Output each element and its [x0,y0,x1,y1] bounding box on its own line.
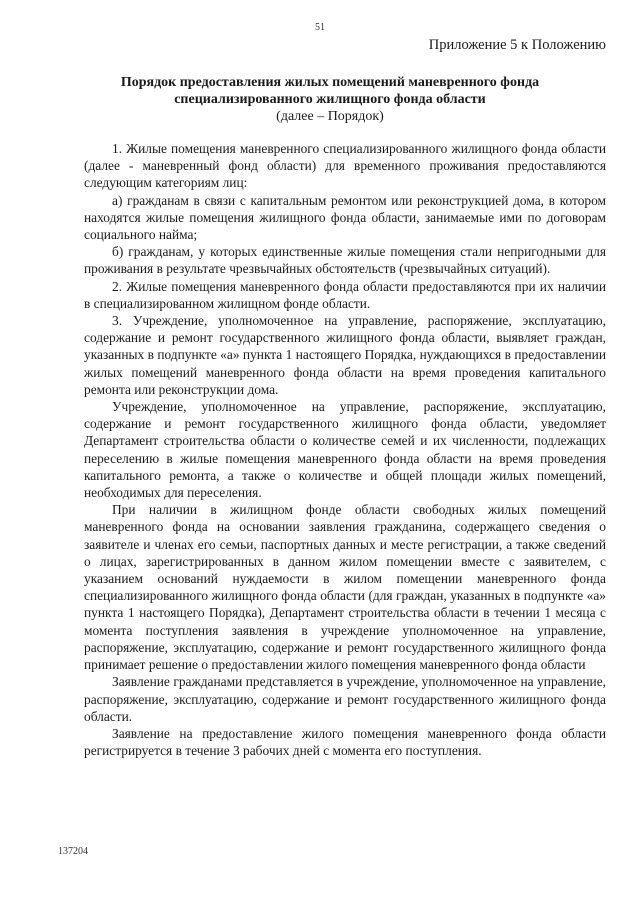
document-title [60,74,600,125]
paragraph-1b: б) гражданам, у которых единственные жилые помещения стали непригодными для проживания в результате чрезвычайных обстоятельств (чрезвычайных ситуаций). [84,244,606,277]
paragraph-3: 3. Учреждение, уполномоченное на управление, распоряжение, эксплуатацию, содержание и ремонт государственного жилищного фонда области, выявляет граждан, указанных в подпункте «а» пункта 1 настоящего Порядка, нуждающихся в предоставлении жилых помещений маневренного фонда области на время проведения капитального ремонта или реконструкции дома. [84,313,606,397]
footer-code: 137204 [58,846,88,857]
paragraph-1: 1. Жилые помещения маневренного специализированного жилищного фонда области (далее - маневренный фонд области) для временного проживания предоставляются следующим категориям лиц: [84,141,606,191]
paragraph-3-decision: При наличии в жилищном фонде области свободных жилых помещений маневренного фонда на основании заявления гражданина, содержащего сведения о заявителе и членах его семьи, паспортных данных и месте регистрации, а также сведений о лицах, зарегистрированных в данном жилом помещении вместе с заявителем, с указанием оснований нуждаемости в жилом помещении маневренного фонда специализированного жилищного фонда области (для граждан, указанных в подпункте «а» пункта 1 настоящего Порядка), Департамент строительства области в течении 1 месяца с момента поступления заявления в учреждение уполномоченное на управление, распоряжение, эксплуатацию, содержание и ремонт государственного жилищного фонда принимает решение о предоставлении жилого помещения маневренного фонда области [84,502,606,673]
annex-label: Приложение 5 к Положению [428,37,606,53]
document-body [84,140,606,759]
paragraph-3-notify: Учреждение, уполномоченное на управление, распоряжение, эксплуатацию, содержание и ремонт государственного жилищного фонда области, уведомляет Департамент строительства области о количестве семей и их численности, подлежащих переселению в жилые помещения маневренного фонда области на время проведения капитального ремонта, а также о количестве и общей площади жилых помещений, необходимых для переселения. [84,399,606,501]
paragraph-1a: а) гражданам в связи с капитальным ремонтом или реконструкцией дома, в котором находятся жилые помещения жилищного фонда области, занимаемые ими по договорам социального найма; [84,192,606,243]
paragraph-3-application: Заявление гражданами представляется в учреждение, уполномоченное на управление, распоряжение, эксплуатацию, содержание и ремонт государственного жилищного фонда области. [84,674,606,724]
paragraph-3-registration: Заявление на предоставление жилого помещения маневренного фонда области регистрируется в течение 3 рабочих дней с момента его поступления. [84,725,606,759]
page-number: 51 [315,22,325,33]
paragraph-2: 2. Жилые помещения маневренного фонда области предоставляются при их наличии в специализированном жилищном фонде области. [84,278,606,311]
title-line-1: Порядок предоставления жилых помещений маневренного фонда [120,75,540,90]
title-line-2: специализированного жилищного фонда области [174,92,486,107]
title-line-3: (далее – Порядок) [276,109,384,124]
